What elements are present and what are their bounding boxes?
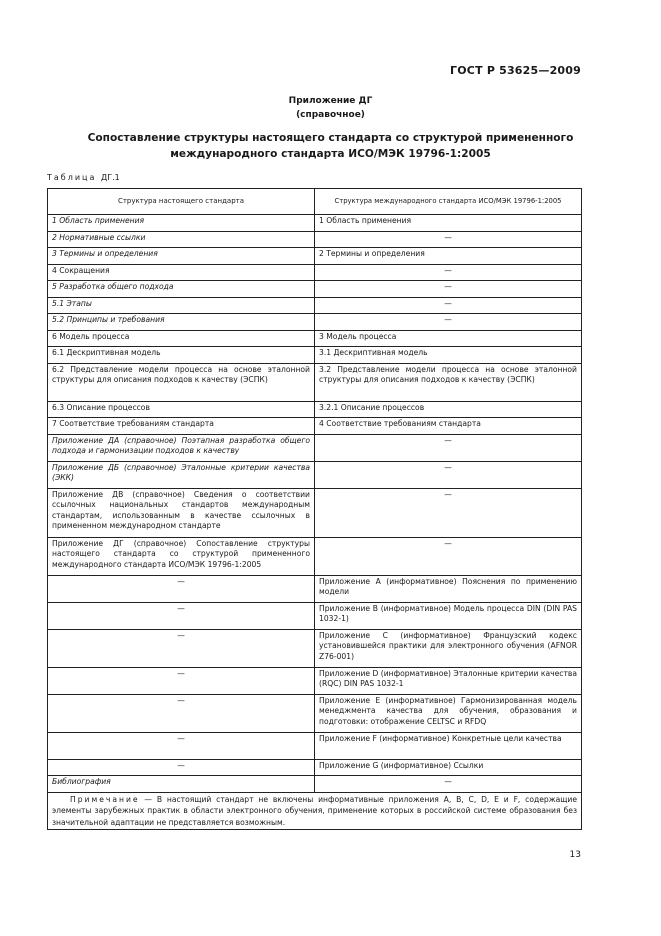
table-cell: Приложение ДВ (справочное) Сведения о соответствии ссылочных национальных стандартов международным стандартам, использованным в качестве ссылочных в примененном международном стандарте xyxy=(48,488,315,537)
table-row xyxy=(48,461,582,488)
column-header-international: Структура международного стандарта ИСО/МЭК 19796-1:2005 xyxy=(315,189,582,215)
table-row xyxy=(48,401,582,418)
appendix-status: (справочное) xyxy=(296,110,365,120)
table-cell: — xyxy=(48,759,315,776)
table-cell: 3 Модель процесса xyxy=(315,330,582,347)
table-cell: Приложение А (информативное) Пояснения по применению модели xyxy=(315,575,582,602)
note-text: — В настоящий стандарт не включены информативные приложения А, В, С, D, E и F, содержащие элементы зарубежных практик в области электронного обучения, применение которых в российской системе образования без значительной адаптации не представляется возможным. xyxy=(52,794,577,827)
table-cell: Приложение Е (информативное) Гармонизированная модель менеджмента качества для обучения, образования и подготовки: отображение CELTSC и RFDQ xyxy=(315,694,582,732)
table-row xyxy=(48,776,582,793)
table-cell: Приложение D (информативное) Эталонные критерии качества (RQC) DIN PAS 1032-1 xyxy=(315,667,582,694)
table-cell: Приложение ДБ (справочное) Эталонные критерии качества (ЭКК) xyxy=(48,461,315,488)
table-cell: — xyxy=(315,537,582,575)
table-cell: — xyxy=(315,264,582,281)
table-row xyxy=(48,418,582,435)
table-cell: — xyxy=(315,434,582,461)
table-cell: 2 Термины и определения xyxy=(315,248,582,265)
table-cell: — xyxy=(48,629,315,667)
table-cell: 5 Разработка общего подхода xyxy=(48,281,315,298)
table-row xyxy=(48,629,582,667)
table-cell: 2 Нормативные ссылки xyxy=(48,231,315,248)
table-cell: 4 Соответствие требованиям стандарта xyxy=(315,418,582,435)
table-cell: 7 Соответствие требованиям стандарта xyxy=(48,418,315,435)
page-number: 13 xyxy=(569,850,581,860)
table-cell: — xyxy=(48,602,315,629)
table-cell: 5.1 Этапы xyxy=(48,297,315,314)
column-header-national: Структура настоящего стандарта xyxy=(48,189,315,215)
table-cell: 3.2.1 Описание процессов xyxy=(315,401,582,418)
table-cell: Приложение С (информативное) Французский кодекс установившейся практики для электронного обучения (AFNOR Z76-001) xyxy=(315,629,582,667)
table-cell: 3.1 Дескриптивная модель xyxy=(315,347,582,364)
table-cell: Приложение F (информативное) Конкретные цели качества xyxy=(315,732,582,759)
table-row xyxy=(48,602,582,629)
table-row xyxy=(48,281,582,298)
table-row xyxy=(48,297,582,314)
table-row xyxy=(48,694,582,732)
table-cell: 4 Сокращения xyxy=(48,264,315,281)
comparison-table xyxy=(47,188,582,830)
table-cell: Приложение ДА (справочное) Поэтапная разработка общего подхода и гармонизации подходов к качеству xyxy=(48,434,315,461)
table-cell: 6 Модель процесса xyxy=(48,330,315,347)
appendix-name: Приложение ДГ xyxy=(288,96,373,106)
table-cell: 1 Область применения xyxy=(315,215,582,232)
table-cell: — xyxy=(315,314,582,331)
table-caption-number: ДГ.1 xyxy=(100,173,120,182)
table-row xyxy=(48,231,582,248)
table-cell: — xyxy=(315,281,582,298)
table-row xyxy=(48,248,582,265)
table-row xyxy=(48,347,582,364)
appendix-heading xyxy=(0,94,661,122)
table-row xyxy=(48,667,582,694)
table-row xyxy=(48,759,582,776)
table-cell: — xyxy=(315,297,582,314)
table-row xyxy=(48,537,582,575)
table-note-row xyxy=(48,792,582,830)
table-row xyxy=(48,434,582,461)
table-cell: — xyxy=(315,776,582,793)
table-cell: 6.1 Дескриптивная модель xyxy=(48,347,315,364)
table-cell: Библиография xyxy=(48,776,315,793)
table-caption xyxy=(47,173,120,182)
table-row xyxy=(48,330,582,347)
table-row xyxy=(48,732,582,759)
table-cell: — xyxy=(315,488,582,537)
table-cell: — xyxy=(48,575,315,602)
table-cell: Приложение G (информативное) Ссылки xyxy=(315,759,582,776)
table-row xyxy=(48,215,582,232)
table-cell: — xyxy=(315,231,582,248)
table-cell: Приложение В (информативное) Модель процесса DIN (DIN PAS 1032-1) xyxy=(315,602,582,629)
table-note xyxy=(48,792,582,830)
table-cell: 3 Термины и определения xyxy=(48,248,315,265)
table-cell: — xyxy=(48,694,315,732)
table-row xyxy=(48,264,582,281)
table-row xyxy=(48,575,582,602)
table-row xyxy=(48,488,582,537)
page-title: Сопоставление структуры настоящего стандарта со структурой примененного международного стандарта ИСО/МЭК 19796-1:2005 xyxy=(87,132,574,160)
table-cell: 6.2 Представление модели процесса на основе эталонной структуры для описания подходов к качеству (ЭСПК) xyxy=(48,363,315,401)
table-cell: — xyxy=(48,732,315,759)
table-cell: 6.3 Описание процессов xyxy=(48,401,315,418)
note-label: Примечание xyxy=(70,794,140,804)
table-cell: — xyxy=(48,667,315,694)
table-cell: 5.2 Принципы и требования xyxy=(48,314,315,331)
document-code: ГОСТ Р 53625—2009 xyxy=(450,64,581,77)
table-cell: 3.2 Представление модели процесса на основе эталонной структуры для описания подходов к качеству (ЭСПК) xyxy=(315,363,582,401)
table-cell: — xyxy=(315,461,582,488)
table-caption-word: Таблица xyxy=(47,173,97,182)
table-cell: 1 Область применения xyxy=(48,215,315,232)
table-row xyxy=(48,314,582,331)
table-row xyxy=(48,363,582,401)
table-cell: Приложение ДГ (справочное) Сопоставление структуры настоящего стандарта со структурой примененного международного стандарта ИСО/МЭК 19796-1:2005 xyxy=(48,537,315,575)
